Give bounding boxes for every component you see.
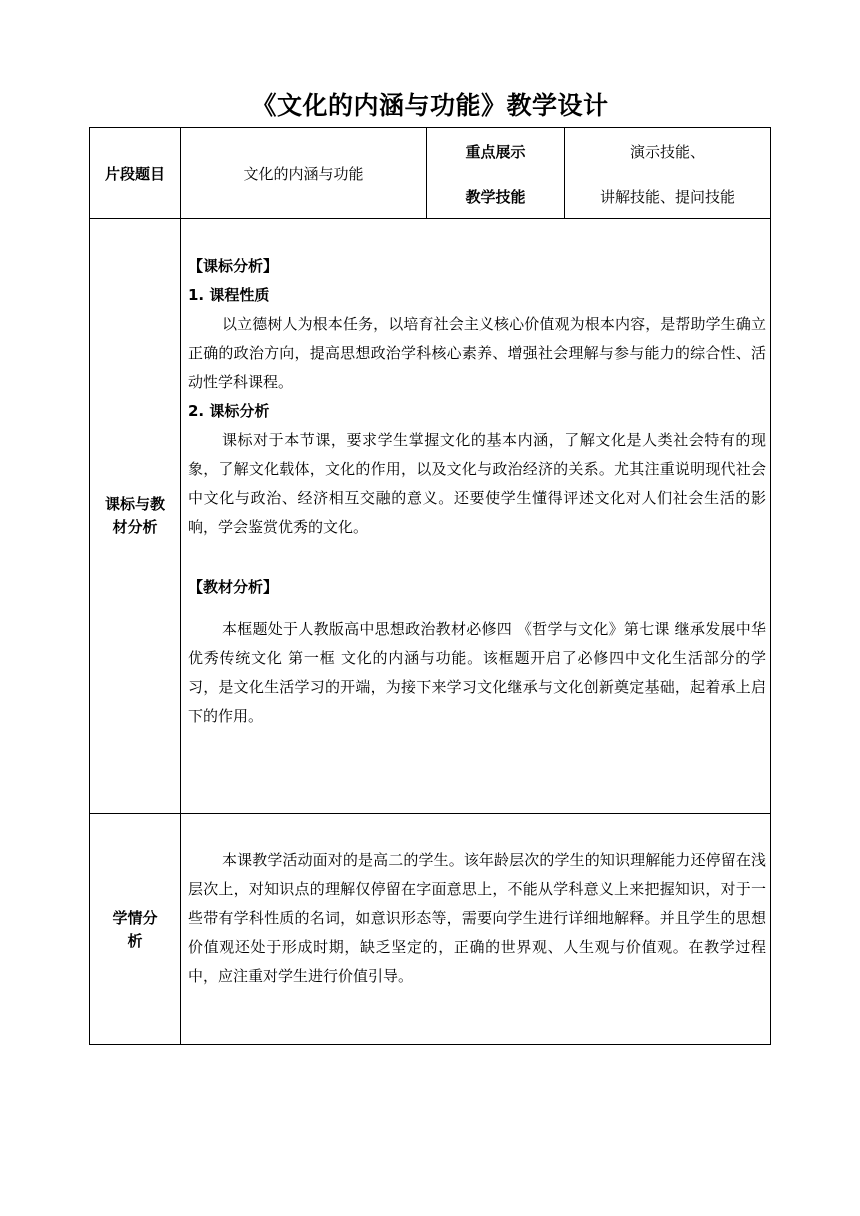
heading-textbook-analysis: 【教材分析】 [188,578,279,596]
segment-value: 文化的内涵与功能 [243,165,364,183]
skill-value-line2: 讲解技能、提问技能 [599,188,735,206]
skill-value-line1: 演示技能、 [629,143,705,161]
item1-title: 1. 课程性质 [188,286,270,304]
segment-label: 片段题目 [104,165,165,183]
item2-title: 2. 课标分析 [188,402,270,420]
skill-label-line1: 重点展示 [465,143,526,161]
section-label-learner [90,907,180,953]
section-label-curriculum-line2: 材分析 [112,518,158,536]
heading-standard-analysis: 【课标分析】 [188,257,279,275]
learner-analysis-text: 本课教学活动面对的是高二的学生。该年龄层次的学生的知识理解能力还停留在浅层次上，对知识点的理解仅停留在字面意思上，不能从学科意义上来把握知识，对于一些带有学科性质的名词，如意识形态等，需要向学生进行详细地解释。并且学生的思想价值观还处于形成时期，缺乏坚定的，正确的世界观、人生观与价值观。在教学过程中，应注重对学生进行价值引导。 [188,851,766,985]
section-label-curriculum-line1: 课标与教 [104,495,165,513]
section-label-curriculum [90,493,180,539]
section-label-learner-line1: 学情分 [112,909,158,927]
skill-label-line2: 教学技能 [465,188,526,206]
item2-text: 课标对于本节课，要求学生掌握文化的基本内涵，了解文化是人类社会特有的现象，了解文化载体，文化的作用，以及文化与政治经济的关系。尤其注重说明现代社会中文化与政治、经济相互交融的意义。还要使学生懂得评述文化对人们社会生活的影响，学会鉴赏优秀的文化。 [188,431,766,536]
section-label-learner-line2: 析 [127,932,143,950]
item1-text: 以立德树人为根本任务，以培育社会主义核心价值观为根本内容，是帮助学生确立正确的政治方向，提高思想政治学科核心素养、增强社会理解与参与能力的综合性、活动性学科课程。 [188,315,766,391]
textbook-text: 本框题处于人教版高中思想政治教材必修四 《哲学与文化》第七课 继承发展中华优秀传统文化 第一框 文化的内涵与功能。该框题开启了必修四中文化生活部分的学习，是文化生活学习的开端，为接下来学习文化继承与文化创新奠定基础，起着承上启下的作用。 [188,620,766,725]
document-title: 《文化的内涵与功能》教学设计 [251,91,609,120]
